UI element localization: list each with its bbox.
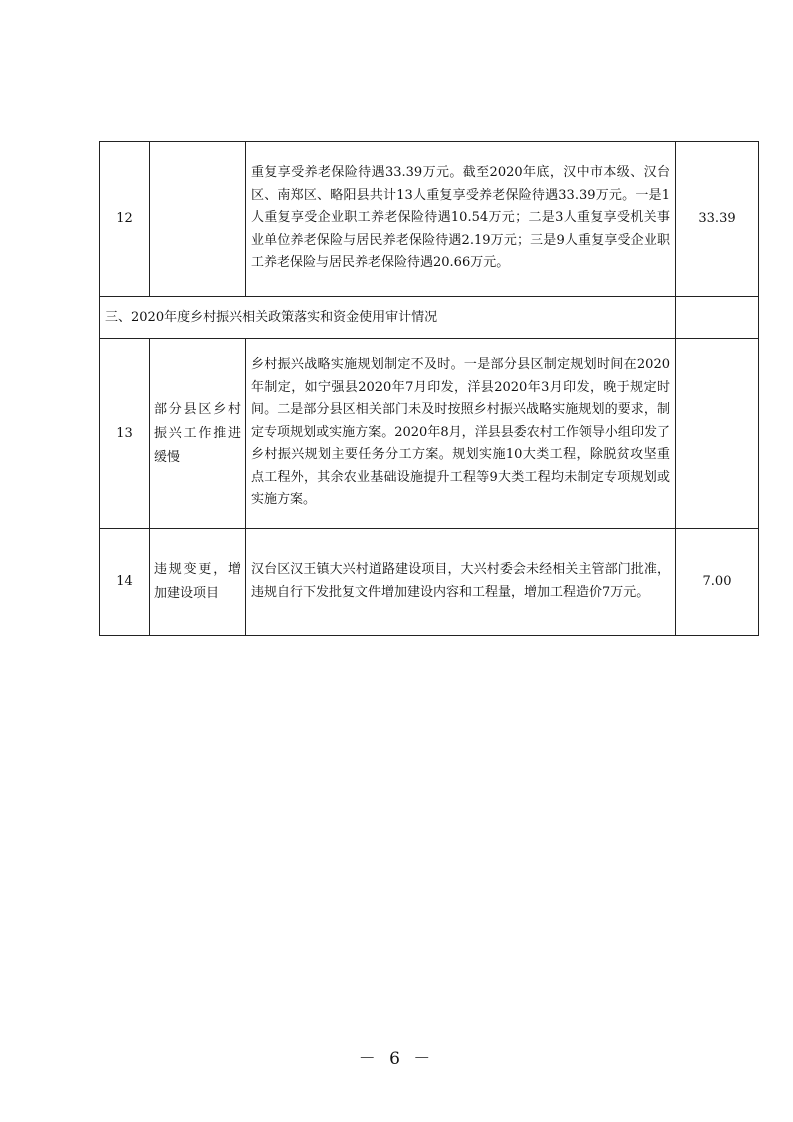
detail-cell: 汉台区汉王镇大兴村道路建设项目，大兴村委会未经相关主管部门批准，违规自行下发批复文件增加建设内容和工程量，增加工程造价7万元。 (246, 529, 676, 636)
audit-findings-table (99, 141, 759, 636)
table-row (100, 529, 759, 636)
table-row (100, 339, 759, 529)
issue-cell: 部分县区乡村振兴工作推进缓慢 (150, 339, 246, 529)
page-number: － 6 － (358, 1049, 435, 1069)
issue-cell: 违规变更，增加建设项目 (150, 529, 246, 636)
issue-cell (150, 142, 246, 297)
section-amount-cell (676, 297, 759, 339)
section-row (100, 297, 759, 339)
row-number: 14 (100, 529, 150, 636)
amount-cell: 7.00 (676, 529, 759, 636)
row-number: 12 (100, 142, 150, 297)
table-row (100, 142, 759, 297)
row-number: 13 (100, 339, 150, 529)
detail-cell: 乡村振兴战略实施规划制定不及时。一是部分县区制定规划时间在2020年制定，如宁强县2020年7月印发，洋县2020年3月印发，晚于规定时间。二是部分县区相关部门未及时按照乡村振兴战略实施规划的要求，制定专项规划或实施方案。2020年8月，洋县县委农村工作领导小组印发了乡村振兴规划主要任务分工方案。规划实施10大类工程，除脱贫攻坚重点工程外，其余农业基础设施提升工程等9大类工程均未制定专项规划或实施方案。 (246, 339, 676, 529)
amount-cell: 33.39 (676, 142, 759, 297)
section-heading: 三、2020年度乡村振兴相关政策落实和资金使用审计情况 (100, 297, 676, 339)
detail-cell: 重复享受养老保险待遇33.39万元。截至2020年底，汉中市本级、汉台区、南郑区、略阳县共计13人重复享受养老保险待遇33.39万元。一是1人重复享受企业职工养老保险待遇10.54万元；二是3人重复享受机关事业单位养老保险与居民养老保险待遇2.19万元；三是9人重复享受企业职工养老保险与居民养老保险待遇20.66万元。 (246, 142, 676, 297)
amount-cell (676, 339, 759, 529)
